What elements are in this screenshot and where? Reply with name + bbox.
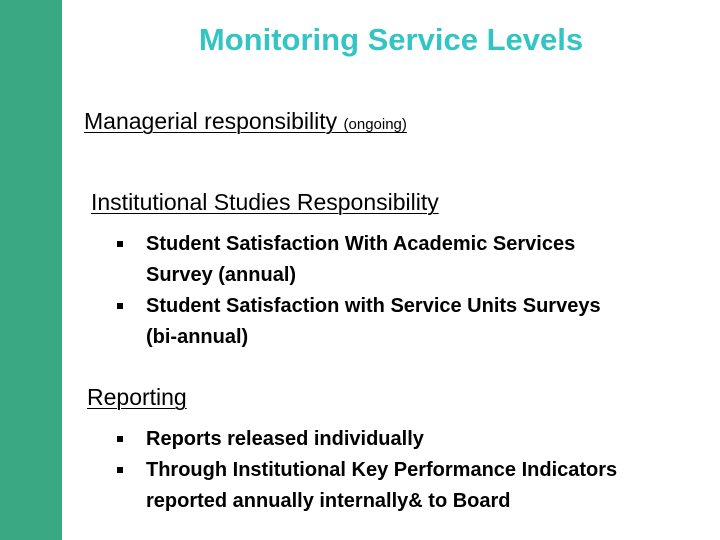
bullet-line: Student Satisfaction With Academic Services <box>146 233 576 255</box>
bullet-item-reports-released <box>117 424 617 455</box>
square-bullet-icon <box>117 436 123 442</box>
section-note-ongoing: (ongoing) <box>343 116 407 133</box>
section-heading-reporting: Reporting <box>87 384 187 410</box>
slide-title: Monitoring Service Levels <box>198 22 584 57</box>
bullet-line: Student Satisfaction with Service Units Surveys <box>146 295 601 317</box>
square-bullet-icon <box>117 241 123 247</box>
bullet-item-academic-services-survey <box>117 229 601 291</box>
square-bullet-icon <box>117 303 123 309</box>
section-heading-institutional-studies: Institutional Studies Responsibility <box>91 189 439 215</box>
bullet-line: Survey (annual) <box>146 264 297 286</box>
bullet-line: (bi-annual) <box>146 326 249 348</box>
section-heading-managerial <box>84 108 407 135</box>
bullet-line: Through Institutional Key Performance Indicators <box>146 459 618 481</box>
bullet-line: Reports released individually <box>146 428 424 450</box>
bullet-item-key-performance-indicators <box>117 455 617 517</box>
accent-side-bar <box>0 0 62 540</box>
square-bullet-icon <box>117 467 123 473</box>
bullet-list-reporting <box>117 424 617 517</box>
bullet-line: reported annually internally& to Board <box>146 490 511 512</box>
section-heading-managerial-text: Managerial responsibility <box>84 108 344 134</box>
bullet-item-service-units-surveys <box>117 291 601 353</box>
bullet-list-institutional-studies <box>117 229 601 353</box>
